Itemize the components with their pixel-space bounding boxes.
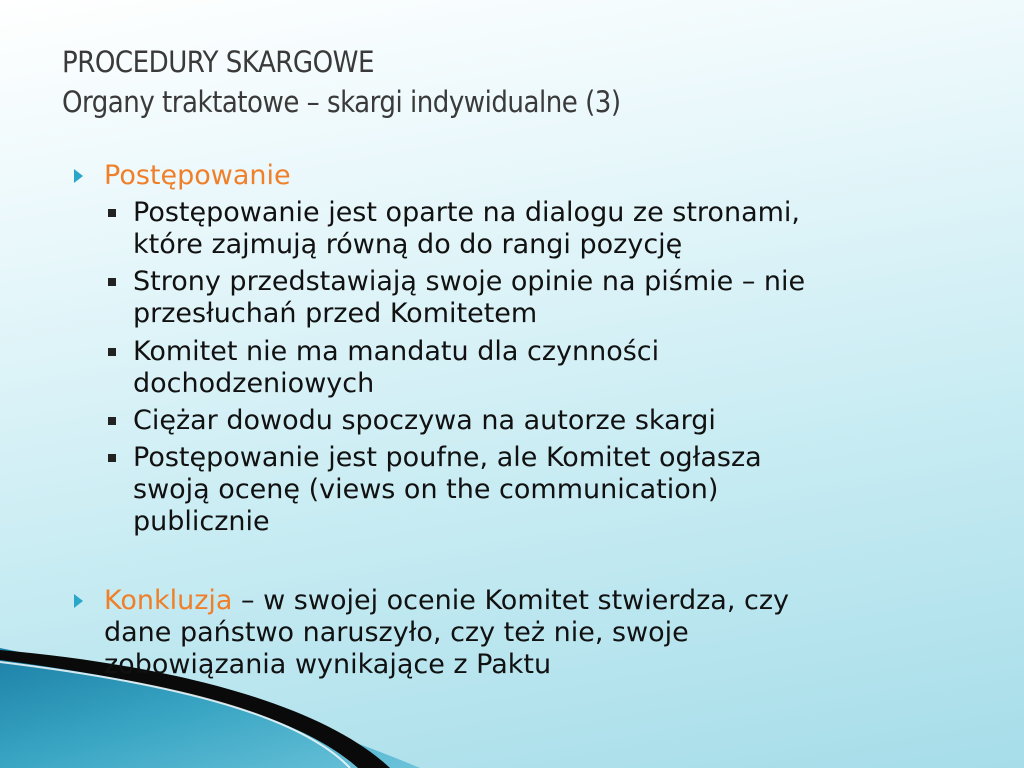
square-bullet-icon <box>108 348 116 356</box>
sub-bullet-text <box>133 266 988 330</box>
text-line: Komitet nie ma mandatu dla czynności <box>133 336 660 367</box>
sub-bullet-text <box>133 405 988 437</box>
text-line: Postępowanie jest oparte na dialogu ze stronami, <box>133 197 800 228</box>
text-line: zobowiązania wynikające z Paktu <box>104 649 552 680</box>
konkluzja-text <box>104 585 789 681</box>
text-line: dochodzeniowych <box>133 368 375 399</box>
sub-bullet-text <box>133 442 988 538</box>
sub-bullet-text <box>133 336 988 400</box>
sub-bullet-text <box>133 197 988 261</box>
text-line: Postępowanie jest poufne, ale Komitet ogłasza <box>133 442 762 473</box>
text-line: swoją ocenę (views on the communication) <box>133 474 719 505</box>
text-line: Ciężar dowodu spoczywa na autorze skargi <box>133 405 716 436</box>
text-line: Strony przedstawiają swoje opinie na piśmie – nie <box>133 266 806 297</box>
bullet-heading: Postępowanie <box>104 160 291 191</box>
slide-title: PROCEDURY SKARGOWE <box>62 45 374 79</box>
text-line: które zajmują równą do do rangi pozycję <box>133 229 683 260</box>
text-fragment: – w swojej ocenie Komitet stwierdza, czy <box>232 585 789 616</box>
text-line: publicznie <box>133 506 270 537</box>
arrow-bullet-icon <box>74 594 83 608</box>
text-line <box>104 585 789 617</box>
square-bullet-icon <box>108 454 116 462</box>
arrow-bullet-icon <box>74 169 83 183</box>
bullet-heading: Konkluzja <box>104 585 233 616</box>
square-bullet-icon <box>108 417 116 425</box>
square-bullet-icon <box>108 209 116 217</box>
text-line: dane państwo naruszyło, czy też nie, swoje <box>104 617 689 648</box>
square-bullet-icon <box>108 278 116 286</box>
text-line: przesłuchań przed Komitetem <box>133 298 538 329</box>
slide-subtitle: Organy traktatowe – skargi indywidualne (3) <box>62 85 621 119</box>
